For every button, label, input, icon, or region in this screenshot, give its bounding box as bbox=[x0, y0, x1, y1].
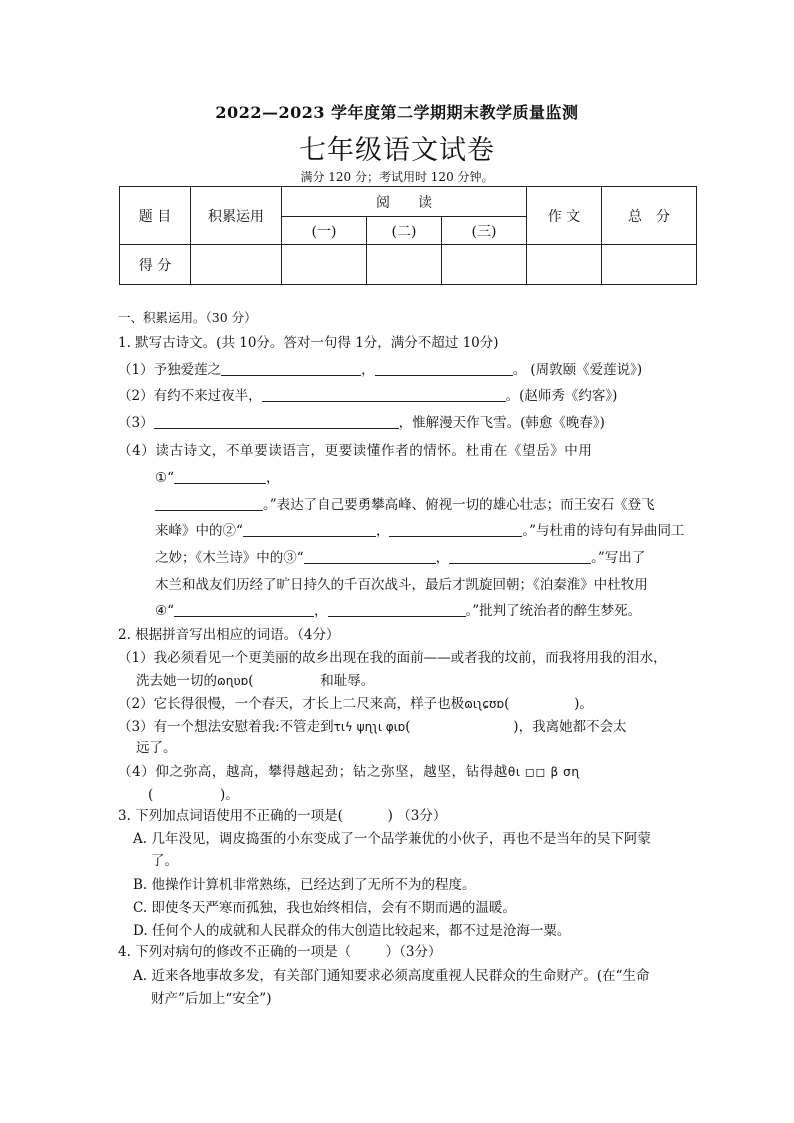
answer-blank[interactable]: ( bbox=[148, 787, 154, 803]
pinyin-glyphs: ɷɩʅɕʊɒ bbox=[464, 697, 505, 711]
answer-blank[interactable] bbox=[174, 469, 266, 484]
q2-item-1-line2 bbox=[136, 671, 706, 691]
q2-item-3-line2: 远了。 bbox=[136, 740, 177, 756]
answer-blank[interactable] bbox=[328, 602, 466, 617]
header-topic: 题 目 bbox=[120, 187, 191, 245]
answer-blank[interactable] bbox=[375, 361, 513, 376]
q1-item-4-line3 bbox=[155, 495, 725, 515]
q1-4-line3-text: 。”表达了自己要勇攀高峰、俯视一切的雄心壮志；而王安石《登飞 bbox=[263, 497, 655, 513]
answer-blank[interactable] bbox=[262, 387, 506, 402]
answer-blank[interactable] bbox=[221, 361, 361, 376]
q2-item-1-line1: （1）我必须看见一个更美丽的故乡出现在我的面前——或者我的坟前，而我将用我的泪水， bbox=[118, 650, 667, 666]
q1-item-4-line6: 木兰和战友们历经了旷日持久的千百次战斗，最后才凯旋回朝；《泊秦淮》中杜牧用 bbox=[155, 577, 648, 593]
q1-4-line5-comma: ， bbox=[435, 550, 450, 566]
q2-4-close: )。 bbox=[220, 787, 239, 803]
score-cell-total[interactable] bbox=[602, 245, 697, 285]
q1-4-line7-suffix: 。”批判了统治者的醉生梦死。 bbox=[465, 603, 642, 619]
q1-4-line5-suffix: 。”写出了 bbox=[591, 550, 646, 566]
answer-blank[interactable] bbox=[243, 522, 376, 537]
answer-blank[interactable]: ( bbox=[504, 696, 510, 712]
exam-header-line: 2022—2023 学年度第二学期期末教学质量监测 bbox=[215, 103, 579, 122]
q1-4-line4-prefix: 来峰》中的②“ bbox=[155, 523, 243, 539]
score-cell-reading-2[interactable] bbox=[367, 245, 442, 285]
row-score-label: 得 分 bbox=[120, 245, 191, 285]
q2-stem: 2. 根据拼音写出相应的词语。（4分） bbox=[118, 627, 340, 643]
q4-option-a[interactable]: A. 近来各地事故多发，有关部门通知要求必须高度重视人民群众的生命财产。(在“生命 bbox=[133, 968, 650, 984]
q1-2-prefix: （2）有约不来过夜半， bbox=[118, 388, 262, 404]
section-heading: 一、积累运用。（30 分） bbox=[118, 310, 257, 325]
q1-4-line4-suffix: 。”与杜甫的诗句有异曲同工 bbox=[522, 523, 685, 539]
q3-stem-close: ) bbox=[387, 808, 393, 824]
answer-blank[interactable] bbox=[449, 549, 591, 564]
q1-4-line7-prefix: ④“ bbox=[155, 603, 175, 619]
q4-points: （3分） bbox=[399, 944, 442, 960]
score-cell-essay[interactable] bbox=[527, 245, 602, 285]
q1-item-4-line1: （4）读古诗文，不单要读语言，更要读懂作者的情怀。杜甫在《望岳》中用 bbox=[118, 443, 593, 459]
q1-1-source: 。 (周敦颐《爱莲说》) bbox=[512, 362, 643, 378]
pinyin-glyphs: ɷɳʋɒ bbox=[217, 674, 249, 688]
q4-option-a-line2: 财产”后加上“安全”) bbox=[151, 991, 272, 1007]
q2-item-4-line2 bbox=[148, 785, 718, 805]
pinyin-glyphs: τɩϟ ψɳʅɩ φɩɒ bbox=[333, 720, 406, 734]
q2-2-close: ) bbox=[574, 696, 580, 712]
q1-4-line7-comma: ， bbox=[314, 603, 328, 619]
q2-1-suffix: 和耻辱。 bbox=[320, 673, 375, 689]
q3-option-a-line2: 了。 bbox=[151, 853, 178, 869]
q1-4-comma: ， bbox=[266, 470, 280, 486]
score-cell-reading-1[interactable] bbox=[282, 245, 367, 285]
header-reading-2: (二) bbox=[367, 217, 442, 245]
answer-blank[interactable] bbox=[389, 522, 522, 537]
q1-1-prefix: （1）予独爱莲之 bbox=[118, 362, 222, 378]
q1-item-4-line7 bbox=[155, 601, 725, 621]
q3-stem bbox=[118, 806, 688, 826]
answer-blank[interactable]: ( bbox=[248, 673, 254, 689]
score-table bbox=[119, 186, 697, 285]
answer-blank[interactable] bbox=[154, 414, 399, 429]
q1-3-suffix: ，惟解漫天作飞雪。(韩愈《晚春》) bbox=[398, 415, 605, 431]
q1-2-source: 。(赵师秀《约客》) bbox=[505, 388, 618, 404]
answer-blank[interactable]: ( bbox=[405, 719, 411, 735]
q1-item-3 bbox=[118, 413, 688, 433]
header-reading: 阅 读 bbox=[282, 187, 527, 217]
q1-item-2 bbox=[118, 386, 688, 406]
q2-3-close: ) bbox=[513, 719, 519, 735]
q2-item-3 bbox=[118, 717, 688, 737]
q2-4-prefix: （4）仰之弥高，越高，攀得越起劲；钻之弥坚，越坚，钻得越 bbox=[118, 764, 508, 780]
header-reading-3: (三) bbox=[442, 217, 527, 245]
q1-3-prefix: （3） bbox=[118, 415, 154, 431]
q3-option-a[interactable]: A. 几年没见，调皮捣蛋的小东变成了一个品学兼优的小伙子，再也不是当年的吴下阿蒙 bbox=[133, 831, 651, 847]
q4-stem-close: ） bbox=[385, 944, 400, 960]
q3-option-b[interactable]: B. 他操作计算机非常熟练，已经达到了无所不为的程度。 bbox=[133, 877, 476, 893]
answer-blank[interactable] bbox=[155, 496, 263, 511]
q4-stem bbox=[118, 942, 688, 962]
answer-blank[interactable]: （ bbox=[337, 944, 352, 960]
answer-blank[interactable] bbox=[304, 549, 436, 564]
q3-stem-text: 3. 下列加点词语使用不正确的一项是 bbox=[118, 808, 338, 824]
q2-2-suffix: 。 bbox=[579, 696, 593, 712]
q2-2-prefix: （2）它长得很慢，一个春天，才长上二尺来高，样子也极 bbox=[118, 696, 465, 712]
q2-item-4 bbox=[118, 762, 688, 782]
q3-option-d[interactable]: D. 任何个人的成就和人民群众的伟大创造比较起来，都不过是沧海一粟。 bbox=[133, 923, 571, 939]
q1-item-4-line4 bbox=[155, 521, 725, 541]
exam-title: 七年级语文试卷 bbox=[299, 135, 495, 166]
exam-subtitle: 满分 120 分；考试用时 120 分钟。 bbox=[300, 170, 494, 184]
q1-stem: 1. 默写古诗文。(共 10分。答对一句得 1分，满分不超过 10分) bbox=[118, 335, 499, 351]
header-accumulation: 积累运用 bbox=[191, 187, 282, 245]
q3-points: （3分） bbox=[397, 808, 447, 824]
q1-1-comma: ， bbox=[361, 362, 375, 378]
header-essay: 作 文 bbox=[527, 187, 602, 245]
q1-4-marker-1: ①“ bbox=[155, 470, 175, 486]
q1-4-line4-comma: ， bbox=[375, 523, 390, 539]
pinyin-glyphs: θɩ ◻◻ β σɳ bbox=[507, 765, 580, 779]
q2-3-suffix: ，我离她都不会太 bbox=[518, 719, 627, 735]
answer-blank[interactable]: ( bbox=[337, 808, 343, 824]
score-cell-accumulation[interactable] bbox=[191, 245, 282, 285]
q3-option-c[interactable]: C. 即使冬天严寒而孤独，我也始终相信，会有不期而遇的温暖。 bbox=[133, 900, 516, 916]
q1-item-4-line2 bbox=[155, 468, 725, 488]
q2-1-prefix: 洗去她一切的 bbox=[136, 673, 217, 689]
q1-item-1 bbox=[118, 360, 688, 380]
q1-4-line5-prefix: 之妙；《木兰诗》中的③“ bbox=[155, 550, 304, 566]
q4-stem-text: 4. 下列对病句的修改不正确的一项是 bbox=[118, 944, 338, 960]
q2-3-prefix: （3）有一个想法安慰着我:不管走到 bbox=[118, 719, 334, 735]
header-reading-1: (一) bbox=[282, 217, 367, 245]
q2-item-2 bbox=[118, 694, 688, 714]
answer-blank[interactable] bbox=[174, 602, 314, 617]
q1-item-4-line5 bbox=[155, 548, 725, 568]
score-cell-reading-3[interactable] bbox=[442, 245, 527, 285]
header-total: 总 分 bbox=[602, 187, 697, 245]
